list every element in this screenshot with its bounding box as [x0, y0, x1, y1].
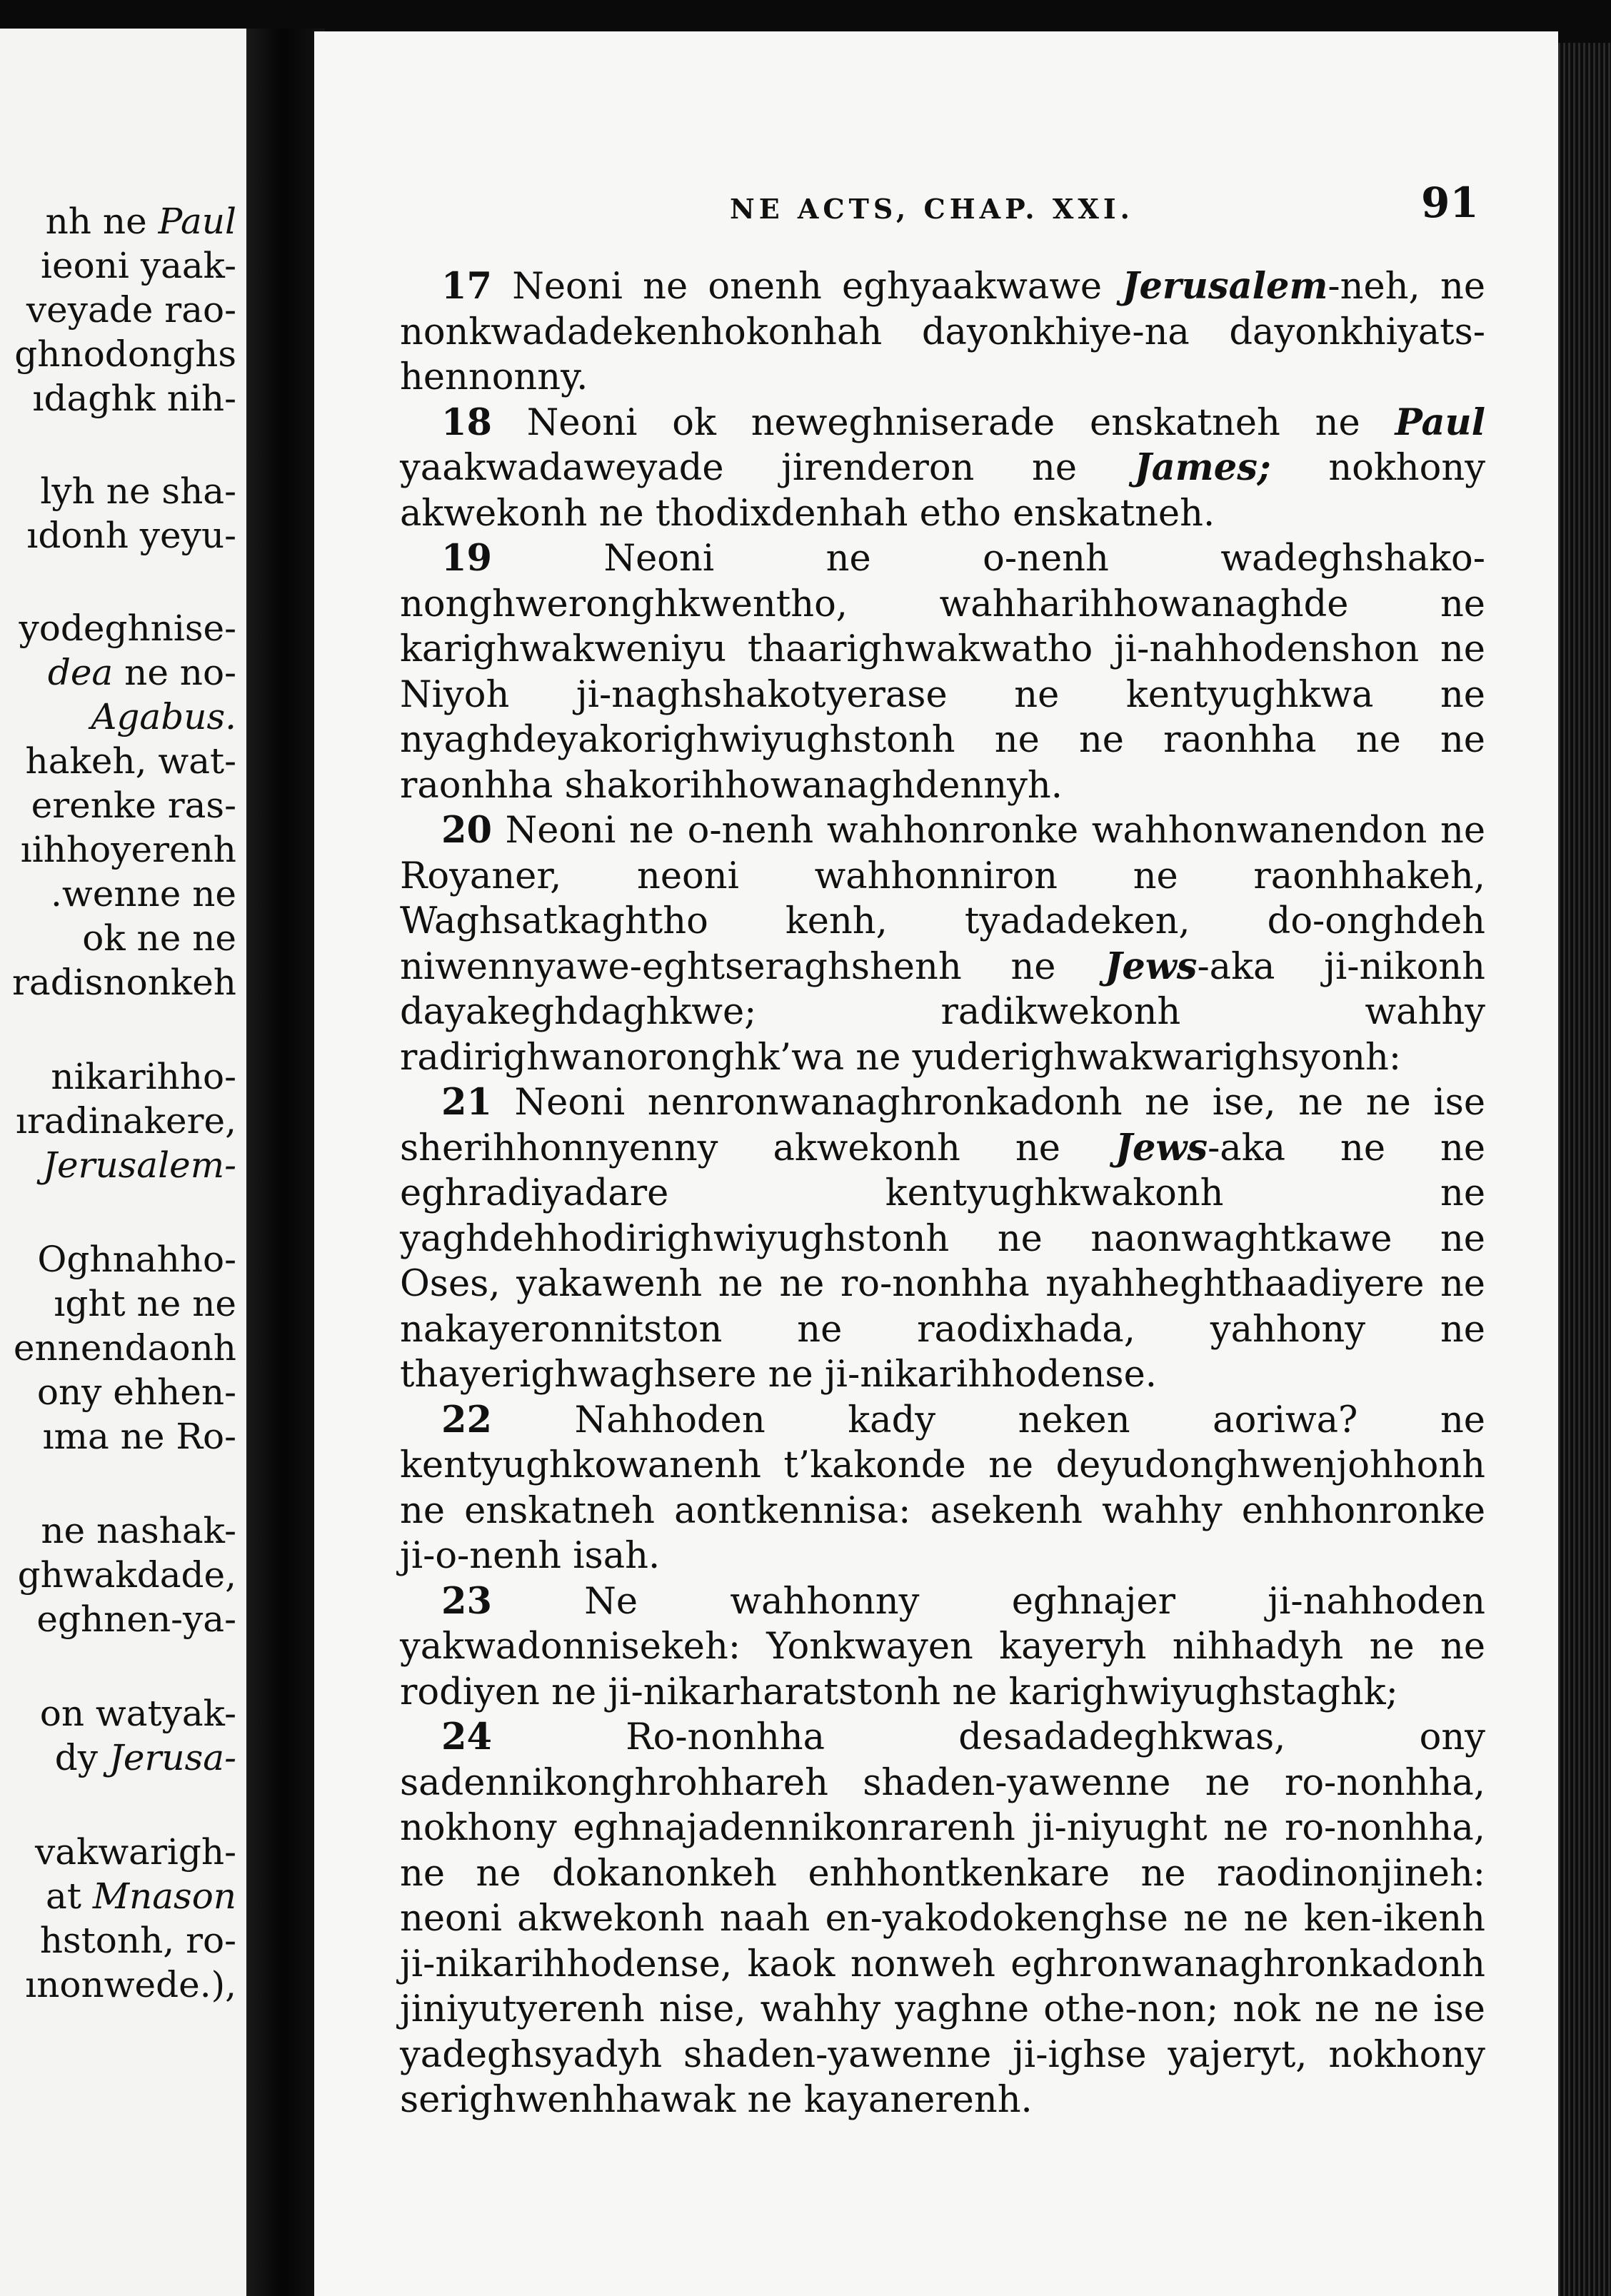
left-page-line: Oghnahho-: [37, 1239, 236, 1280]
left-page-line: ıradinakere,: [16, 1100, 236, 1142]
left-page-line: hstonh, ro-: [39, 1920, 236, 1961]
left-page-line: ghwakdade,: [17, 1554, 236, 1596]
left-page-line: ıght ne ne: [54, 1283, 236, 1324]
verse-20: 20 Neoni ne o-nenh wahhonronke wahhonwanendon ne Royaner, neoni wahhonniron ne raonhhakeh, Waghsatkaghtho kenh, tyadadeken, do-onghdeh niwennyawe-eghtseraghshenh ne Jews-aka ji-nikonh dayakeghdaghkwe; radikwekonh wahhy radirighwanoronghk’wa ne yuderighwakwarighsyonh:: [400, 809, 1485, 1079]
verse-number: 22: [441, 1398, 492, 1441]
left-page-line: veyade rao-: [26, 289, 236, 331]
left-page-line: ıihhoyerenh: [20, 829, 236, 870]
left-page-line: nikarihho-: [51, 1056, 236, 1097]
verse-19: 19 Neoni ne o-nenh wadeghshako-nonghweronghkwentho, wahharihhowanaghde ne karighwakweniyu thaarighwakwatho ji-nahhodenshon ne Niyoh ji-naghshakotyerase ne kentyughkwa ne nyaghdeyakorighwiyughstonh ne ne raonhha ne ne raonhha shakorihhowanaghdennyh.: [400, 537, 1485, 807]
left-page-line: ok ne ne: [82, 917, 236, 959]
verse-number: 17: [441, 265, 492, 308]
left-page-line: yodeghnise-: [19, 608, 236, 649]
verse-number: 20: [441, 809, 492, 852]
verse-21: 21 Neoni nenronwanaghronkadonh ne ise, ne ne ise sherihhonnyenny akwekonh ne Jews-aka ne ne eghradiyadare kentyughkwakonh ne yaghdehhodirighwiyughstonh ne naonwaghtkawe ne Oses, yakawenh ne ne ro-nonhha nyahheghthaadiyere ne nakayeronnitston ne raodixhada, yahhony ne thayerighwaghsere ne ji-nikarihhodense.: [400, 1081, 1485, 1396]
left-page-line: Jerusalem-: [42, 1144, 236, 1186]
left-page-line: ieoni yaak-: [41, 245, 236, 286]
left-page-line: vakwarigh-: [35, 1831, 236, 1873]
verse-24: 24 Ro-nonhha desadadeghkwas, ony sadennikonghrohhareh shaden-yawenne ne ro-nonhha, nokhony eghnajadennikonrarenh ji-niyught ne ro-nonhha, ne ne dokanonkeh enhhontkenkare ne raodinonjineh: neoni akwekonh naah en-yakodokenghse ne ne ken-ikenh ji-nikarihhodense, kaok nonweh eghronwanaghronkadonh jiniyutyerenh nise, wahhy yaghne othe-non; nok ne ne ise yadeghsyadyh shaden-yawenne ji-ighse yajeryt, nokhony serighwenhhawak ne kayanerenh.: [400, 1716, 1485, 2121]
left-page-line: eghnen-ya-: [36, 1598, 236, 1640]
left-page-line: dea ne no-: [47, 652, 236, 693]
page-edge: [1558, 43, 1611, 2296]
left-page-line: erenke ras-: [31, 785, 236, 826]
left-page-fragment: [0, 29, 246, 2296]
verse-text-block: [400, 264, 1485, 2123]
verse-17: 17 Neoni ne onenh eghyaakwawe Jerusalem-neh, ne nonkwadadekenhokonhah dayonkhiye-na dayonkhiyats-hennonny.: [400, 265, 1485, 398]
left-page-line: radisnonkeh: [12, 962, 236, 1003]
verse-number: 24: [441, 1716, 492, 1758]
book-gutter: [246, 29, 325, 2296]
left-page-line: Agabus.: [91, 696, 236, 737]
verse-number: 19: [441, 537, 492, 580]
left-page-line: ıdaghk nih-: [32, 378, 236, 419]
left-page-line: ennendaonh: [13, 1327, 236, 1369]
left-page-line: ınonwede.),: [25, 1964, 236, 2005]
left-page-line: .wenne ne: [51, 873, 236, 915]
left-page-line: ony ehhen-: [36, 1371, 236, 1413]
page-number: 91: [1421, 178, 1479, 227]
left-page-line: ghnodonghs: [14, 333, 236, 375]
left-page-line: ıdonh yeyu-: [26, 515, 236, 556]
left-page-line: dy Jerusa-: [54, 1737, 236, 1778]
left-page-line: on watyak-: [39, 1693, 236, 1734]
left-page-line: ıma ne Ro-: [42, 1416, 236, 1457]
verse-number: 21: [441, 1081, 492, 1124]
verse-number: 18: [441, 401, 492, 444]
running-title: NE ACTS, CHAP. XXI.: [730, 193, 1134, 225]
left-page-line: nh ne Paul: [45, 201, 236, 242]
left-page-line: lyh ne sha-: [40, 470, 236, 512]
verse-number: 23: [441, 1579, 492, 1623]
left-page-line: at Mnason: [46, 1875, 236, 1917]
verse-22: 22 Nahhoden kady neken aoriwa? ne kentyughkowanenh t’kakonde ne deyudonghwenjohhonh ne enskatneh aontkennisa: asekenh wahhy enhhonronke ji-o-nenh isah.: [400, 1398, 1485, 1577]
verse-23: 23 Ne wahhonny eghnajer ji-nahhoden yakwadonnisekeh: Yonkwayen kayeryh nihhadyh ne ne rodiyen ne ji-nikarharatstonh ne karighwiyughstaghk;: [400, 1579, 1485, 1713]
left-page-line: hakeh, wat-: [25, 740, 236, 782]
verse-18: 18 Neoni ok neweghniserade enskatneh ne Paul yaakwadaweyade jirenderon ne James; nokhony akwekonh ne thodixdenhah etho enskatneh.: [400, 401, 1485, 535]
left-page-line: ne nashak-: [41, 1510, 236, 1551]
